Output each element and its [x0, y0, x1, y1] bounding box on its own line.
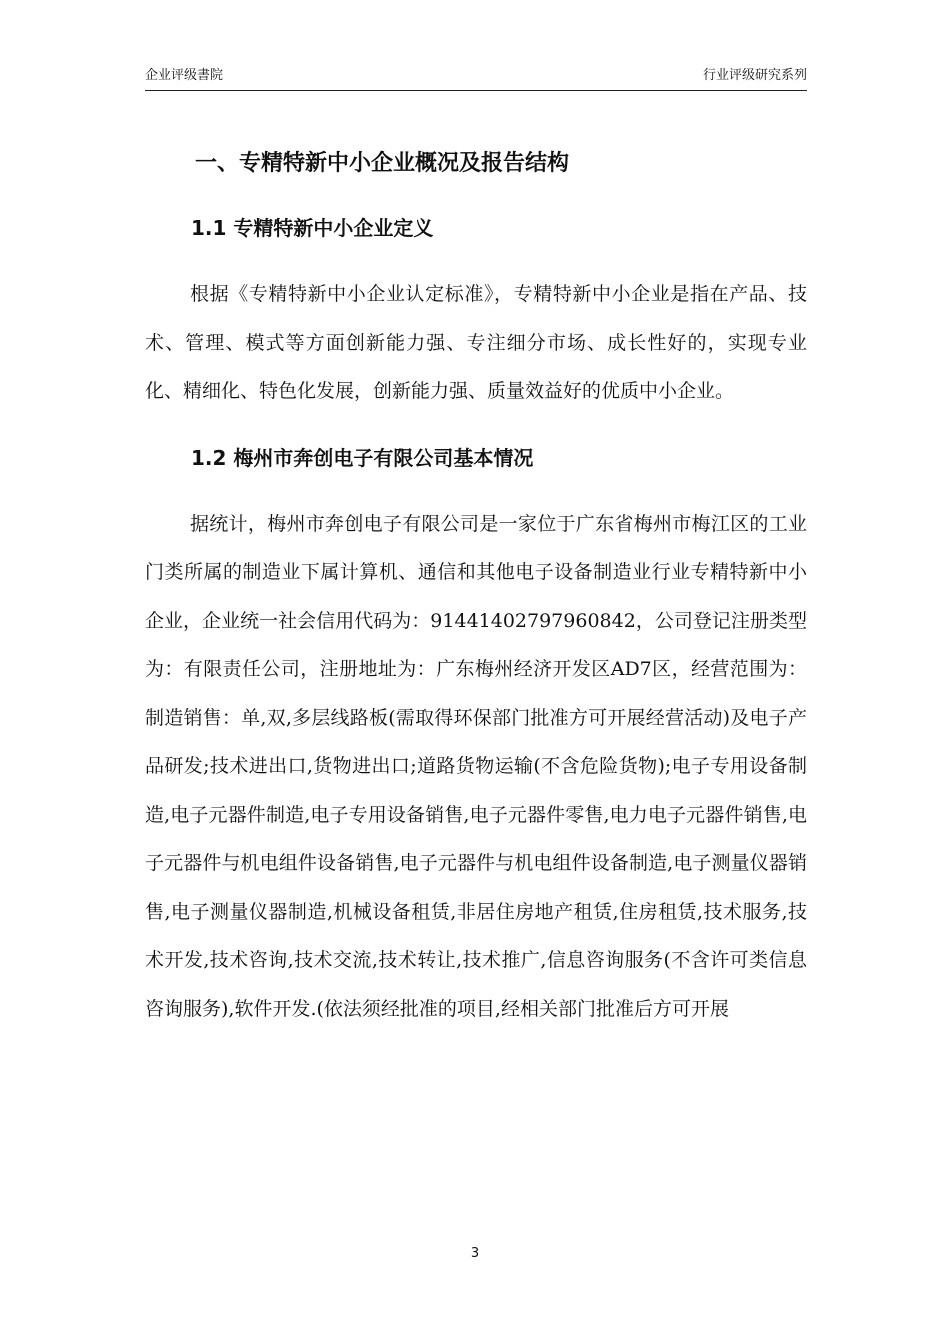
document-body — [145, 142, 807, 1033]
section-heading-1: 一、专精特新中小企业概况及报告结构 — [195, 151, 570, 176]
page-number: 3 — [470, 1246, 480, 1261]
subsection-heading-1-1: 1.1 专精特新中小企业定义 — [191, 216, 434, 240]
paragraph-company-info: 据统计，梅州市奔创电子有限公司是一家位于广东省梅州市梅江区的工业门类所属的制造业下属计算机、通信和其他电子设备制造业行业专精特新中小企业，企业统一社会信用代码为：91441402797960842，公司登记注册类型为：有限责任公司，注册地址为：广东梅州经济开发区AD7区，经营范围为：制造销售：单,双,多层线路板(需取得环保部门批准方可开展经营活动)及电子产品研发;技术进出口,货物进出口;道路货物运输(不含危险货物);电子专用设备制造,电子元器件制造,电子专用设备销售,电子元器件零售,电力电子元器件销售,电子元器件与机电组件设备销售,电子元器件与机电组件设备制造,电子测量仪器销售,电子测量仪器制造,机械设备租赁,非居住房地产租赁,住房租赁,技术服务,技术开发,技术咨询,技术交流,技术转让,技术推广,信息咨询服务(不含许可类信息咨询服务),软件开发.(依法须经批准的项目,经相关部门批准后方可开展 — [145, 512, 807, 1020]
page-header — [145, 66, 807, 91]
header-right-text: 行业评级研究系列 — [702, 68, 807, 83]
paragraph-definition: 根据《专精特新中小企业认定标准》，专精特新中小企业是指在产品、技术、管理、模式等方面创新能力强、专注细分市场、成长性好的，实现专业化、精细化、特色化发展，创新能力强、质量效益好的优质中小企业。 — [145, 283, 807, 402]
header-left-text: 企业评级書院 — [145, 68, 224, 83]
subsection-heading-1-2: 1.2 梅州市奔创电子有限公司基本情况 — [191, 445, 534, 470]
